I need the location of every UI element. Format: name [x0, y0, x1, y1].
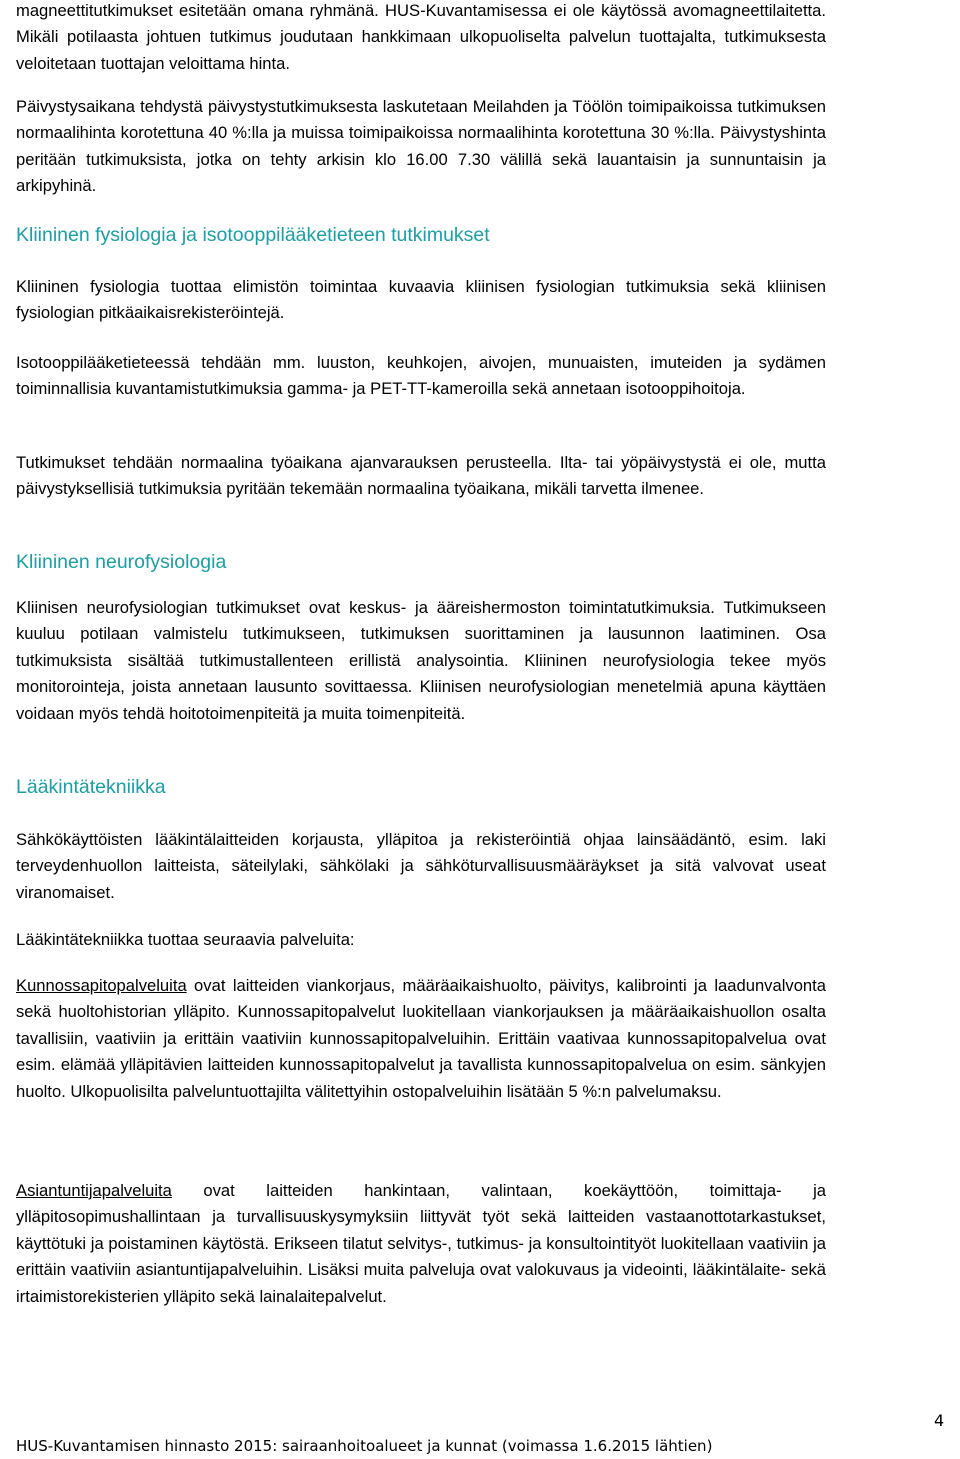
- maintenance-services-text: ovat laitteiden viankorjaus, määräaikaishuolto, päivitys, kalibrointi ja laadunvalvonta sekä huoltohistorian ylläpito. Kunnossapitopalvelut luokitellaan viankorjauksen ja määräaikaishuollon osalta tavallisiin, vaativiin ja erittäin vaativiin kunnossapitopalveluihin. Erittäin vaativaa kunnossapitopalvelua ovat esim. elämää ylläpitävien laitteiden kunnossapitopalvelut ja tavallista kunnossapitopalvelua on esim. sänkyjen huolto. Ulkopuolisilta palveluntuottajilta välitettyihin ostopalveluihin lisätään 5 %:n palvelumaksu.: [16, 976, 826, 1101]
- maintenance-services-paragraph: [16, 973, 826, 1105]
- physiology-paragraph-3: Tutkimukset tehdään normaalina työaikana ajanvarauksen perusteella. Ilta- tai yöpäivystystä ei ole, mutta päivystyksellisiä tutkimuksia pyritään tekemään normaalina työaikana, mikäli tarvetta ilmenee.: [16, 453, 826, 499]
- medtech-paragraph-1: Sähkökäyttöisten lääkintälaitteiden korjausta, ylläpitoa ja rekisteröintiä ohjaa lainsäädäntö, esim. laki terveydenhuollon laitteista, säteilylaki, sähkölaki ja sähköturvallisuusmääräykset ja sitä valvovat useat viranomaiset.: [16, 830, 826, 902]
- physiology-section-heading: Kliininen fysiologia ja isotooppilääketieteen tutkimukset: [16, 224, 490, 246]
- medtech-paragraph-2: Lääkintätekniikka tuottaa seuraavia palveluita:: [16, 930, 355, 949]
- medtech-section-heading: Lääkintätekniikka: [16, 776, 166, 798]
- neurophysiology-section-heading: Kliininen neurofysiologia: [16, 551, 227, 573]
- expert-services-paragraph: [16, 1178, 826, 1310]
- physiology-paragraph-2: Isotooppilääketieteessä tehdään mm. luuston, keuhkojen, aivojen, munuaisten, imuteiden ja sydämen toiminnallisia kuvantamistutkimuksia gamma- ja PET-TT-kameroilla sekä annetaan isotooppihoitoja.: [16, 353, 826, 399]
- page-number: 4: [934, 1411, 945, 1430]
- intro-continuation-paragraph: magneettitutkimukset esitetään omana ryhmänä. HUS-Kuvantamisessa ei ole käytössä avomagneettilaitetta. Mikäli potilaasta johtuen tutkimus joudutaan hankkimaan ulkopuoliselta palvelun tuottajalta, tutkimuksesta veloitetaan tuottajan veloittama hinta.: [16, 1, 826, 73]
- expert-services-term: Asiantuntijapalveluita: [16, 1181, 172, 1200]
- on-call-pricing-paragraph: Päivystysaikana tehdystä päivystystutkimuksesta laskutetaan Meilahden ja Töölön toimipaikoissa tutkimuksen normaalihinta korotettuna 40 %:lla ja muissa toimipaikoissa normaalihinta korotettuna 30 %:lla. Päivystyshinta peritään tutkimuksista, jotka on tehty arkisin klo 16.00 7.30 välillä sekä lauantaisin ja sunnuntaisin ja arkipyhinä.: [16, 97, 826, 196]
- maintenance-services-term: Kunnossapitopalveluita: [16, 976, 187, 995]
- expert-services-text: ovat laitteiden hankintaan, valintaan, koekäyttöön, toimittaja- ja ylläpitosopimushallintaan ja turvallisuuskysymyksiin liittyvät työt sekä laitteiden vastaanottotarkastukset, käyttötuki ja poistaminen käytöstä. Erikseen tilatut selvitys-, tutkimus- ja konsultointityöt luokitellaan vaativiin ja erittäin vaativiin asiantuntijapalveluihin. Lisäksi muita palveluja ovat valokuvaus ja videointi, lääkintälaite- sekä irtaimistorekisterien ylläpito sekä lainalaitepalvelut.: [16, 1181, 826, 1306]
- physiology-paragraph-1: Kliininen fysiologia tuottaa elimistön toimintaa kuvaavia kliinisen fysiologian tutkimuksia sekä kliinisen fysiologian pitkäaikaisrekisteröintejä.: [16, 277, 826, 323]
- neurophysiology-paragraph: Kliinisen neurofysiologian tutkimukset ovat keskus- ja ääreishermoston toimintatutkimuksia. Tutkimukseen kuuluu potilaan valmistelu tutkimukseen, tutkimuksen suorittaminen ja lausunnon laatiminen. Osa tutkimuksista sisältää tutkimustallenteen erillistä analysointia. Kliininen neurofysiologia tekee myös monitorointeja, joista annetaan lausunto sovittaessa. Kliinisen neurofysiologian menetelmiä apuna käyttäen voidaan myös tehdä hoitotoimenpiteitä ja muita toimenpiteitä.: [16, 598, 826, 723]
- footer-text: HUS-Kuvantamisen hinnasto 2015: sairaanhoitoalueet ja kunnat (voimassa 1.6.2015 lähtien): [16, 1437, 713, 1455]
